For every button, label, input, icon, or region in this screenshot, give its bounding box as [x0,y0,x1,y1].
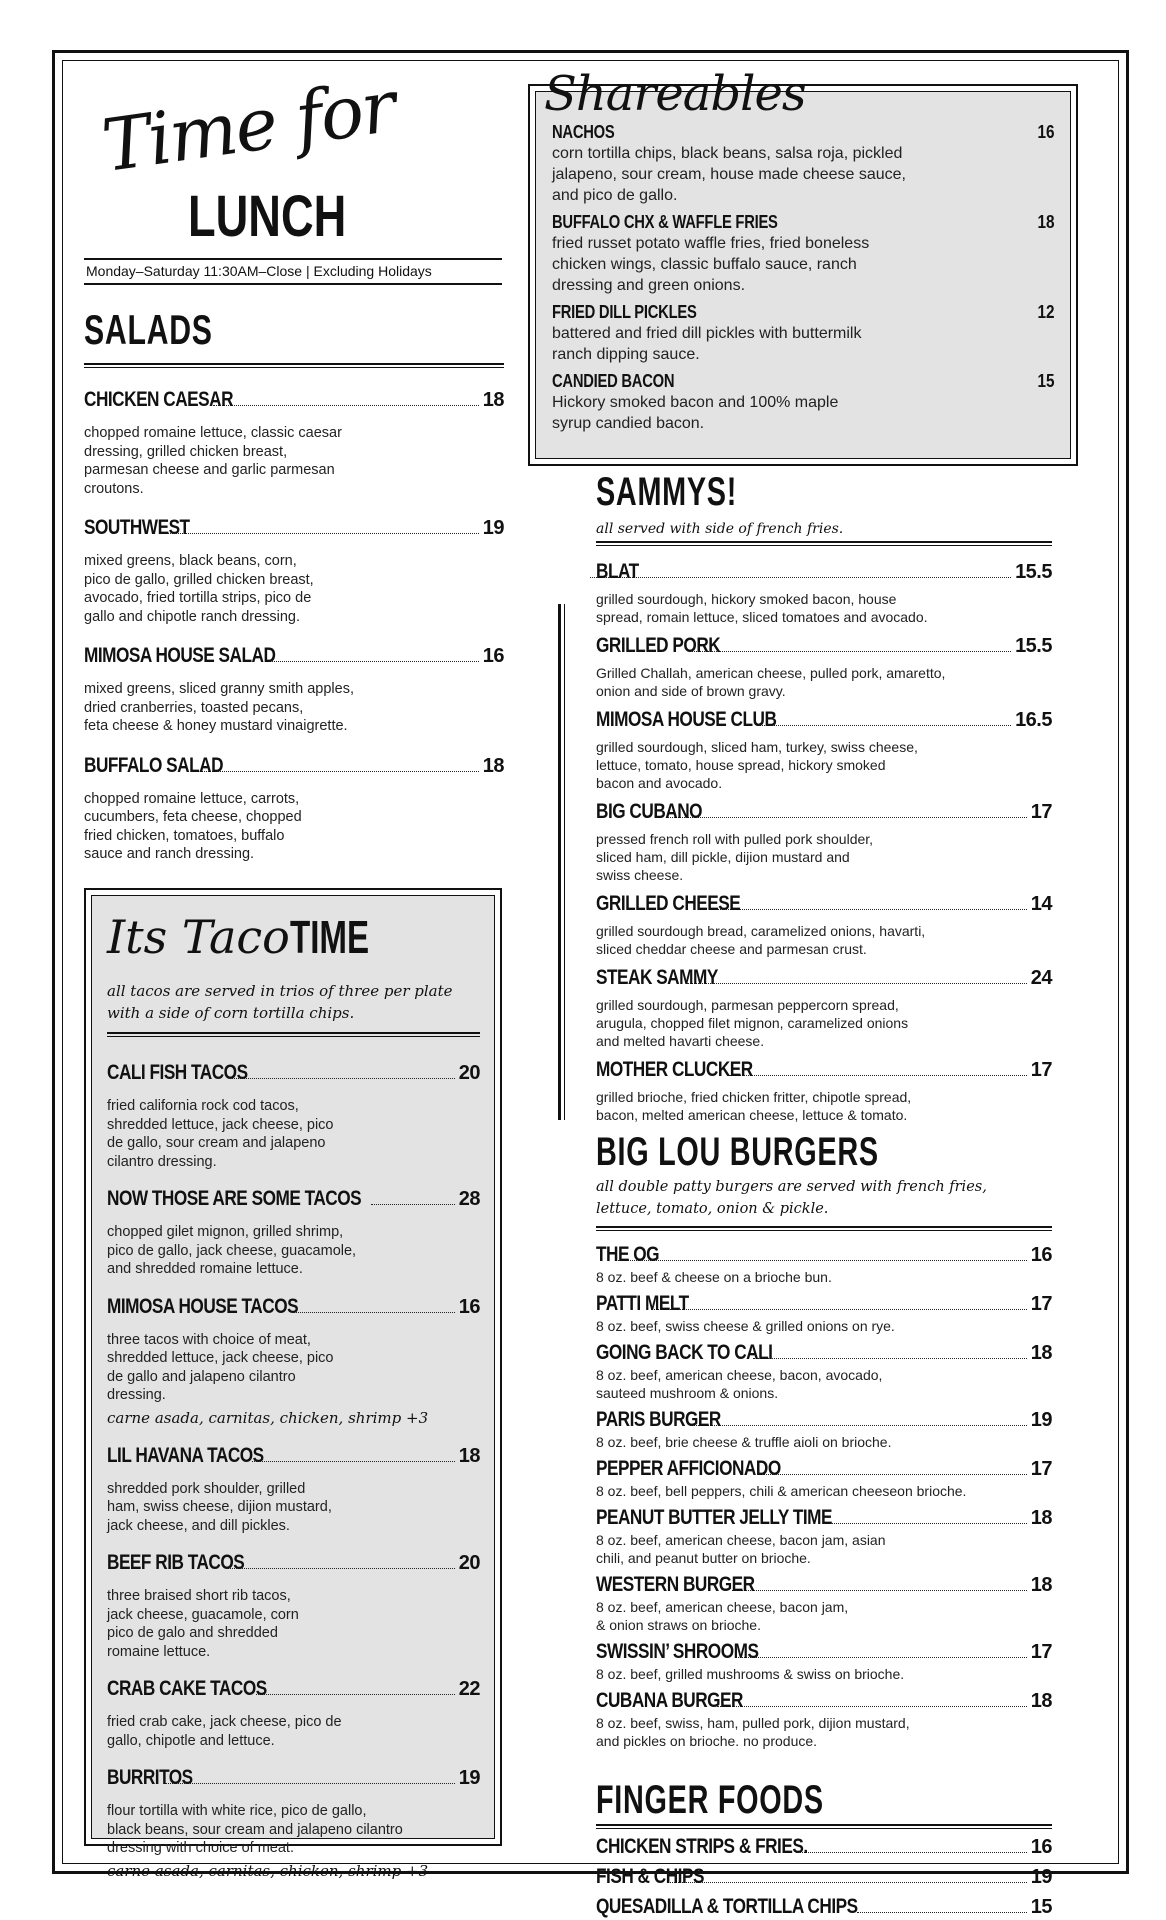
menu-item-name: QUESADILLA & TORTILLA CHIPS [596,1895,858,1918]
menu-item-description: grilled sourdough, hickory smoked bacon, house spread, romain lettuce, sliced tomatoes and avocado. [596,591,928,625]
salad-item [84,516,504,626]
menu-item-header [596,1835,1052,1859]
menu-item-price: 18 [482,754,504,777]
menu-item-description: three tacos with choice of meat, shredded lettuce, jack cheese, pico de gallo and jalapeno cilantro dressing. [107,1331,334,1403]
menu-item-price: 18 [1030,1342,1052,1364]
burger-item [596,1341,1052,1402]
menu-item-price: 16 [1037,122,1055,142]
dot-leader [690,1425,1026,1426]
menu-item-header [84,754,504,778]
dot-leader [615,1260,1027,1261]
menu-item-name: NOW THOSE ARE SOME TACOS [107,1187,362,1210]
menu-item-name: WESTERN BURGER [596,1573,755,1596]
menu-item-description: mixed greens, sliced granny smith apples, dried cranberries, toasted pecans, feta cheese & honey mustard vinaigrette. [84,681,354,734]
menu-item-price: 22 [458,1678,480,1700]
tacos-heading [107,910,480,968]
dot-leader [651,1309,1027,1310]
dot-leader [213,405,479,406]
menu-item-description: chopped romaine lettuce, classic caesar dressing, grilled chicken breast, parmesan cheese and garlic parmesan croutons. [84,425,342,497]
menu-item-header [596,1243,1052,1267]
dot-leader [670,1882,1027,1883]
menu-item-price: 16.5 [1015,709,1052,731]
menu-item-description: 8 oz. beef, bell peppers, chili & american cheeseon brioche. [596,1483,967,1499]
dot-leader [160,533,479,534]
menu-item-description: grilled sourdough bread, caramelized onions, havarti, sliced cheddar cheese and parmesan crust. [596,923,926,957]
menu-item-name: BUFFALO SALAD [84,753,224,777]
shareables-section [528,66,1078,466]
tacos-rule [107,1032,480,1037]
burger-item [596,1292,1052,1335]
salads-rule [84,363,504,368]
menu-item-price: 15 [1030,1896,1052,1918]
taco-item [107,1677,480,1750]
finger-foods-list [596,1835,1052,1919]
finger-food-item [596,1835,1052,1859]
sammys-vertical-rule-thin [564,604,565,1120]
dot-leader [371,1204,455,1205]
menu-item-price: 17 [1030,1059,1052,1081]
sammy-item [596,1058,1052,1124]
menu-item-price: 19 [482,517,504,539]
menu-item-name: PARIS BURGER [596,1408,721,1431]
menu-item-price: 18 [458,1444,480,1467]
sammy-item [596,634,1052,700]
menu-item-description: fried russet potato waffle fries, fried boneless chicken wings, classic buffalo sauce, ranch dressing and green onions. [552,235,870,294]
sammy-item [596,560,1052,626]
menu-item-header [552,122,1056,143]
burgers-list [596,1243,1052,1750]
menu-item-header [107,1187,480,1211]
sammy-item [596,892,1052,958]
menu-item-price: 15.5 [1015,635,1052,657]
dot-leader [714,909,1027,910]
menu-item-description: 8 oz. beef, american cheese, bacon jam, & onion straws on brioche. [596,1599,849,1633]
shareable-item [552,371,1056,434]
menu-item-price: 18 [482,389,504,411]
salad-item [84,644,504,736]
dot-leader [687,983,1027,984]
menu-item-name: BEEF RIB TACOS [107,1551,245,1574]
sammys-vertical-rule [558,604,561,1120]
menu-item-header [552,212,1056,233]
menu-item-price: 12 [1037,302,1055,322]
menu-item-price: 18 [1030,1690,1052,1712]
menu-item-name: BLAT [596,560,639,583]
dot-leader [753,1358,1026,1359]
menu-item-description: 8 oz. beef, american cheese, bacon, avocado, sauteed mushroom & onions. [596,1367,883,1401]
menu-item-price: 20 [458,1552,480,1574]
dot-leader [232,1078,455,1079]
menu-item-name: BIG CUBANO [596,800,703,823]
menu-item-name: MIMOSA HOUSE CLUB [596,708,777,731]
menu-item-name: CHICKEN CAESAR [84,388,234,411]
menu-item-header [596,1408,1052,1432]
menu-item-name: THE OG [596,1243,660,1266]
menu-item-header [552,302,1056,323]
taco-item [107,1444,480,1536]
menu-item-description: Hickory smoked bacon and 100% maple syrup candied bacon. [552,394,839,432]
menu-item-header [107,1444,480,1468]
sammys-note: all served with side of french fries. [596,521,844,537]
menu-item-price: 24 [1030,967,1052,989]
dot-leader [228,1568,455,1569]
shareable-item [552,212,1056,296]
menu-item-price: 28 [458,1188,480,1210]
menu-item-description: chopped romaine lettuce, carrots, cucumbers, feta cheese, chopped fried chicken, tomatoes, buffalo sauce and ranch dressing. [84,790,302,862]
menu-item-price: 14 [1030,893,1052,915]
menu-item-name: PATTI MELT [596,1292,689,1315]
dot-leader [857,1912,1027,1913]
shareable-item [552,122,1056,206]
menu-item-name: LIL HAVANA TACOS [107,1443,264,1467]
dot-leader [732,1590,1027,1591]
burgers-title: BIG LOU BURGERS [596,1130,879,1174]
menu-item-header [107,1061,480,1085]
header-script-title: Time for [97,63,400,188]
sammys-rule [596,541,1052,546]
menu-item-description: fried crab cake, jack cheese, pico de gallo, chipotle and lettuce. [107,1714,342,1749]
dot-leader [201,771,479,772]
menu-item-header [596,1292,1052,1316]
menu-item-price: 17 [1030,1458,1052,1480]
menu-item-name: MOTHER CLUCKER [596,1058,753,1081]
taco-item [107,1061,480,1171]
shareables-title: Shareables [544,66,806,122]
dot-leader [717,1706,1026,1707]
menu-item-description: battered and fried dill pickles with buttermilk ranch dipping sauce. [552,325,862,363]
menu-item-description: pressed french roll with pulled pork shoulder, sliced ham, dill pickle, dijion mustard and swiss cheese. [596,831,874,883]
menu-item-header [84,516,504,540]
sammy-item [596,966,1052,1050]
menu-item-header [84,644,504,668]
left-column [84,63,504,862]
menu-item-description: grilled sourdough, parmesan peppercorn spread, arugula, chopped filet mignon, caramelized onions and melted havarti cheese. [596,997,909,1049]
header-title: LUNCH [188,184,347,249]
menu-item-header [596,1457,1052,1481]
sammy-item [596,800,1052,884]
menu-item-description: 8 oz. beef, swiss cheese & grilled onions on rye. [596,1318,895,1334]
menu-item-description: chopped gilet mignon, grilled shrimp, pico de gallo, jack cheese, guacamole, and shredded romaine lettuce. [107,1224,357,1277]
salad-item [84,388,504,498]
menu-item-price: 20 [458,1062,480,1084]
burger-item [596,1506,1052,1567]
dot-leader [736,1657,1026,1658]
menu-item-name: CUBANA BURGER [596,1689,743,1712]
tacos-note: all tacos are served in trios of three per plate with a side of corn tortilla chips. [107,982,453,1022]
menu-item-price: 17 [1030,801,1052,823]
menu-item-name: MIMOSA HOUSE TACOS [107,1294,299,1318]
menu-item-price: 16 [458,1295,480,1318]
burger-item [596,1640,1052,1683]
tacos-section [84,888,502,1880]
burgers-note: all double patty burgers are served with french fries, lettuce, tomato, onion & pickle. [596,1179,987,1217]
burger-item [596,1573,1052,1634]
finger-food-item [596,1865,1052,1889]
burger-item [596,1689,1052,1750]
taco-item [107,1551,480,1661]
menu-item-description: fried california rock cod tacos, shredded lettuce, jack cheese, pico de gallo, sour cream and jalapeno cilantro dressing. [107,1098,334,1170]
dot-leader [668,817,1027,818]
menu-item-price: 18 [1037,212,1055,232]
menu-item-name: BUFFALO CHX & WAFFLE FRIES [552,212,778,232]
dot-leader [265,661,479,662]
finger-foods-rule [596,1824,1052,1829]
dot-leader [294,1312,455,1313]
menu-item-name: FRIED DILL PICKLES [552,302,697,322]
menu-item-name: MIMOSA HOUSE SALAD [84,644,276,667]
menu-item-description: 8 oz. beef, grilled mushrooms & swiss on brioche. [596,1666,905,1682]
menu-item-header [596,634,1052,658]
dot-leader [165,1783,454,1784]
menu-item-price: 19 [1030,1866,1052,1888]
menu-item-name: PEPPER AFFICIONADO [596,1457,781,1480]
menu-item-name: GRILLED CHEESE [596,892,741,915]
dot-leader [796,1852,1027,1853]
menu-item-header [596,800,1052,824]
menu-item-header [107,1551,480,1575]
dot-leader [690,651,1011,652]
menu-item-header [596,1689,1052,1713]
salad-item [84,754,504,864]
menu-item-header [596,966,1052,990]
burger-item [596,1408,1052,1451]
menu-item-price: 17 [1030,1293,1052,1315]
menu-item-header [596,1341,1052,1365]
menu-item-header [552,371,1056,392]
menu-item-header [596,1058,1052,1082]
menu-item-addon: carne asada, carnitas, chicken, shrimp +3 [107,1408,429,1427]
menu-item-header [107,1677,480,1701]
menu-item-header [596,1640,1052,1664]
menu-item-name: CRAB CAKE TACOS [107,1677,267,1700]
menu-item-name: SOUTHWEST [84,516,190,539]
menu-item-header [596,1895,1052,1919]
tacos-title: TIME [289,911,370,963]
menu-item-description: flour tortilla with white rice, pico de gallo, black beans, sour cream and jalapeno cilantro dressing with choice of meat. [107,1803,403,1856]
sammys-title: SAMMYS! [596,470,738,514]
menu-item-description: corn tortilla chips, black beans, salsa roja, pickled jalapeno, sour cream, house made cheese sauce, and pico de gallo. [552,145,906,204]
menu-item-header [107,1295,480,1319]
sammys-list [596,560,1052,1124]
menu-item-description: 8 oz. beef & cheese on a brioche bun. [596,1269,832,1285]
menu-item-addon: carne asada, carnitas, chicken, shrimp +3 [107,1861,429,1880]
menu-item-name: CALI FISH TACOS [107,1061,248,1084]
menu-item-name: STEAK SAMMY [596,966,718,989]
menu-item-description: shredded pork shoulder, grilled ham, swiss cheese, dijion mustard, jack cheese, and dill pickles. [107,1480,332,1534]
menu-item-header [596,1573,1052,1597]
burger-item [596,1457,1052,1500]
salads-section [84,306,504,882]
shareables-panel [535,66,1071,459]
menu-item-price: 19 [458,1767,480,1789]
menu-item-price: 15 [1037,371,1055,391]
menu-item-name: CANDIED BACON [552,371,675,391]
menu-item-header [596,1865,1052,1889]
menu-item-price: 19 [1030,1409,1052,1431]
menu-item-header [596,708,1052,732]
menu-item-price: 16 [1030,1244,1052,1266]
tacos-panel [91,895,495,1880]
menu-item-name: BURRITOS [107,1766,193,1789]
menu-item-name: NACHOS [552,122,615,142]
hours-text: Monday–Saturday 11:30AM–Close | Excluding Holidays [84,258,502,285]
right-column [596,472,1052,1920]
dot-leader [758,725,1011,726]
menu-item-name: GRILLED PORK [596,634,721,657]
menu-item-header [596,560,1052,584]
menu-item-name: PEANUT BUTTER JELLY TIME [596,1506,833,1529]
burger-item [596,1243,1052,1286]
menu-item-name: SWISSIN’ SHROOMS [596,1640,759,1663]
menu-item-price: 18 [1030,1574,1052,1596]
menu-item-description: 8 oz. beef, swiss, ham, pulled pork, dijion mustard, and pickles on brioche. no produce. [596,1715,910,1749]
dot-leader [763,1474,1026,1475]
menu-item-description: 8 oz. beef, american cheese, bacon jam, asian chili, and peanut butter on brioche. [596,1532,886,1566]
dot-leader [826,1523,1027,1524]
menu-item-description: grilled brioche, fried chicken fritter, chipotle spread, bacon, melted american cheese, lettuce & tomato. [596,1089,912,1123]
shareables-list [552,122,1056,434]
menu-item-header [596,1506,1052,1530]
menu-item-description: Grilled Challah, american cheese, pulled pork, amaretto, onion and side of brown gravy. [596,665,946,699]
menu-item-name: FISH & CHIPS [596,1865,704,1888]
tacos-script-title: Its Taco [107,910,290,964]
menu-item-name: GOING BACK TO CALI [596,1341,773,1364]
menu-item-price: 17 [1030,1641,1052,1663]
menu-item-description: mixed greens, black beans, corn, pico de gallo, grilled chicken breast, avocado, fried tortilla strips, pico de gallo and chipotle ranch dressing. [84,553,314,625]
dot-leader [590,577,1011,578]
menu-item-header [596,892,1052,916]
dot-leader [729,1075,1026,1076]
menu-item-header [107,1766,480,1790]
finger-foods-title: FINGER FOODS [596,1778,824,1822]
salads-list [84,388,504,864]
menu-item-price: 15.5 [1015,561,1052,583]
taco-item [107,1766,480,1881]
taco-item [107,1295,480,1428]
dot-leader [256,1694,455,1695]
finger-food-item [596,1895,1052,1919]
shareable-item [552,302,1056,365]
sammy-item [596,708,1052,792]
menu-item-price: 16 [482,645,504,667]
menu-item-description: three braised short rib tacos, jack cheese, guacamole, corn pico de galo and shredded romaine lettuce. [107,1588,299,1660]
menu-item-price: 16 [1030,1836,1052,1858]
menu-header [84,63,504,296]
menu-item-description: 8 oz. beef, brie cheese & truffle aioli on brioche. [596,1434,892,1450]
burgers-rule [596,1226,1052,1231]
menu-item-header [84,388,504,412]
salads-title: SALADS [84,306,213,353]
menu-item-price: 18 [1030,1507,1052,1529]
menu-item-description: grilled sourdough, sliced ham, turkey, swiss cheese, lettuce, tomato, house spread, hickory smoked bacon and avocado. [596,739,918,791]
tacos-list [107,1061,480,1881]
taco-item [107,1187,480,1279]
menu-item-name: CHICKEN STRIPS & FRIES. [596,1835,808,1858]
dot-leader [252,1461,455,1462]
